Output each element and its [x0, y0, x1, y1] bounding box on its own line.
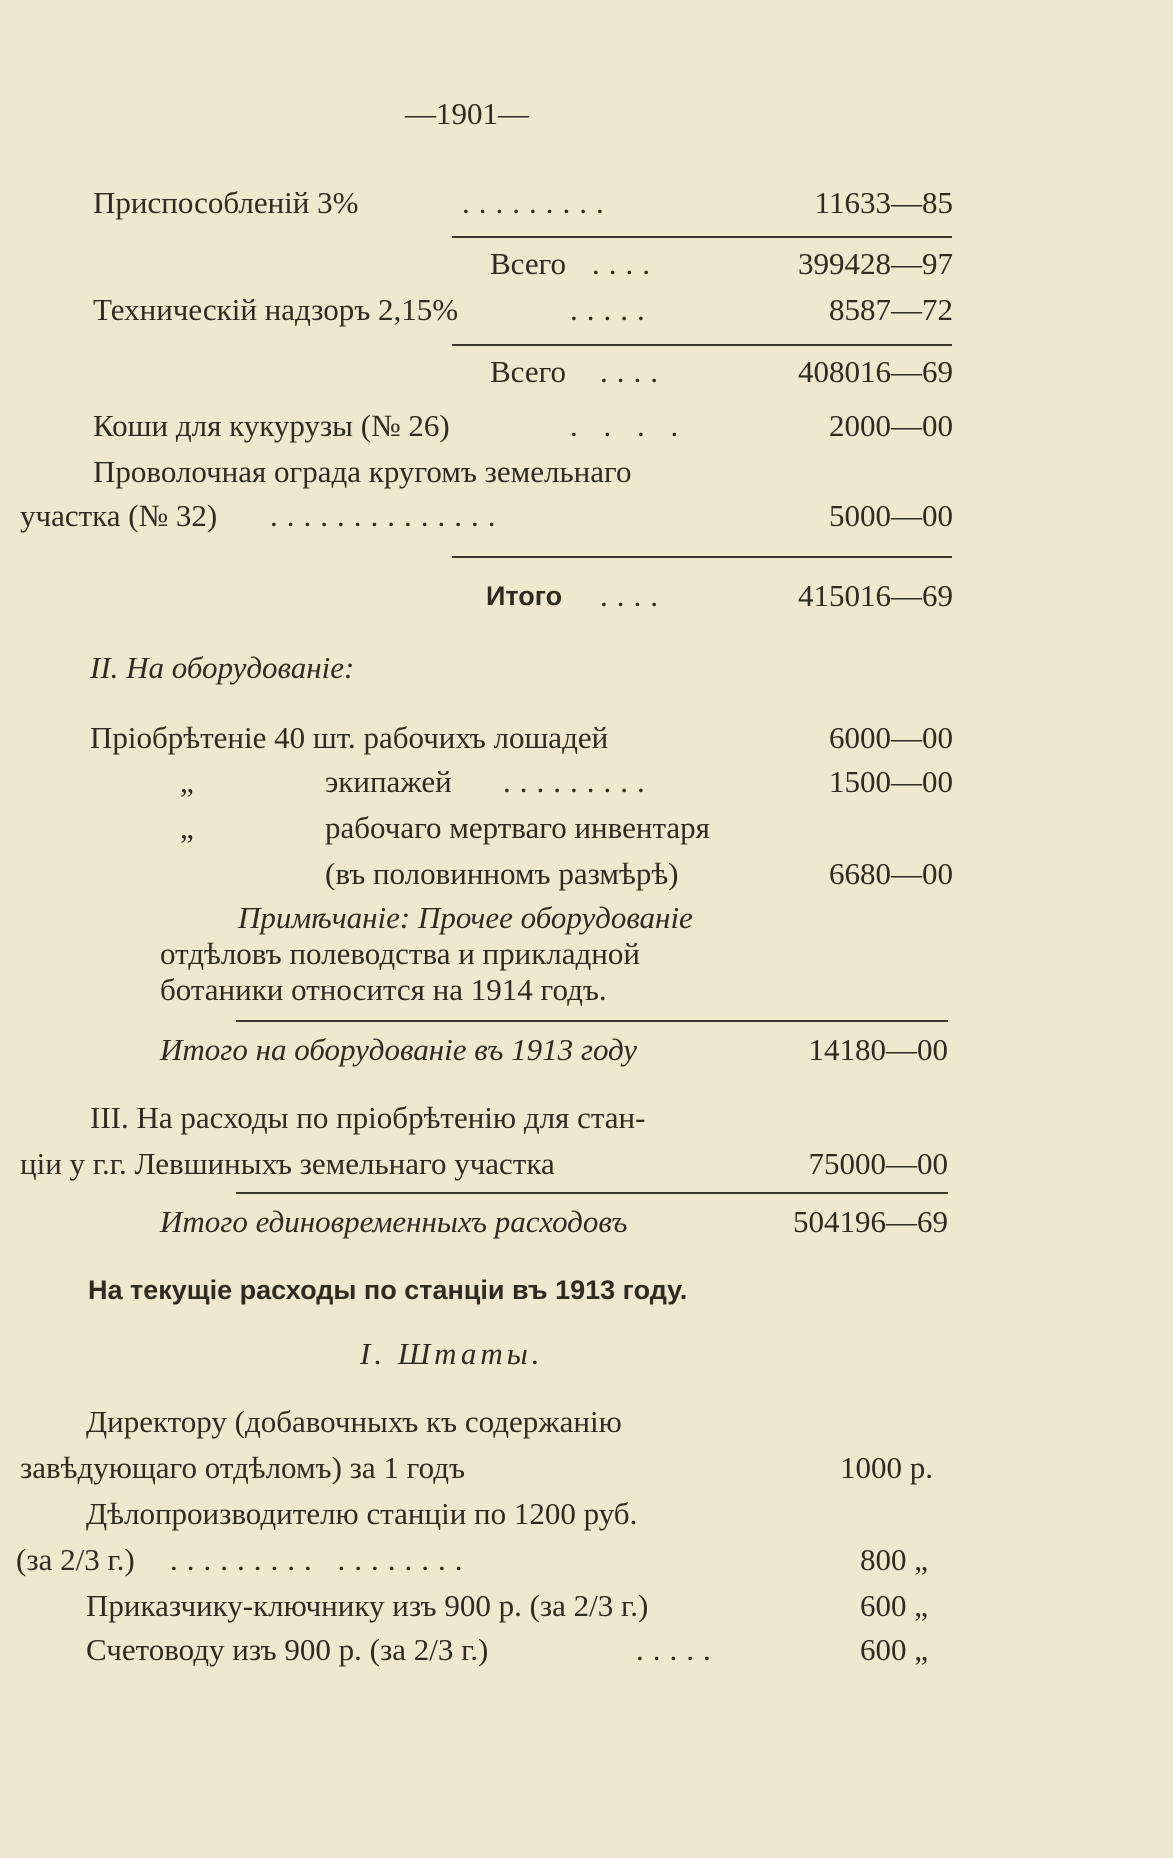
section-heading: На текущіе расходы по станціи въ 1913 году.: [88, 1275, 688, 1305]
row-label: Приспособленій 3%: [93, 185, 359, 220]
leader-dots: .....: [636, 1632, 720, 1667]
row-label: Директору (добавочныхъ къ содержанію: [86, 1404, 622, 1439]
total-value: 14180—00: [808, 1032, 948, 1067]
row-value: 6000—00: [829, 720, 953, 755]
sum-rule: [236, 1192, 948, 1194]
row-value: 1000 р.: [840, 1450, 933, 1485]
leader-dots: .....: [570, 292, 654, 327]
note-line: ботаники относится на 1914 годъ.: [160, 972, 607, 1007]
subtotal-value: 399428—97: [798, 246, 953, 281]
row-value: 1500—00: [829, 764, 953, 799]
grand-total-label: Итого единовременныхъ расходовъ: [160, 1204, 628, 1239]
row-label: Техническій надзоръ 2,15%: [93, 292, 459, 327]
page-number: —1901—: [405, 96, 529, 131]
row-label: Проволочная ограда кругомъ земельнаго: [93, 454, 632, 489]
row-label: Дѣлопроизводителю станціи по 1200 руб.: [86, 1496, 638, 1531]
row-value: 75000—00: [808, 1146, 948, 1181]
subsection-heading: I. Штаты.: [360, 1336, 544, 1371]
note-line: отдѣловъ полеводства и прикладной: [160, 936, 640, 971]
ditto-mark: „: [180, 764, 194, 799]
note-line: Примѣчаніе: Прочее оборудованіе: [238, 900, 693, 935]
leader-dots: .........: [462, 185, 613, 220]
row-value: 800 „: [859, 1542, 928, 1577]
subtotal-label: Всего: [490, 246, 567, 281]
row-label-cont: ціи у г.г. Левшиныхъ земельнаго участка: [20, 1146, 555, 1181]
subtotal-value: 408016—69: [798, 354, 953, 389]
row-label: Приказчику-ключнику изъ 900 р. (за 2/3 г.): [86, 1588, 649, 1623]
leader-dots: ....: [600, 354, 667, 389]
section-heading: II. На оборудованіе:: [90, 650, 355, 685]
row-value: 5000—00: [829, 498, 953, 533]
row-value: 11633—85: [814, 185, 953, 220]
total-value: 415016—69: [798, 578, 953, 613]
row-value: 2000—00: [829, 408, 953, 443]
subtotal-label: Всего: [490, 354, 567, 389]
leader-dots: ....: [592, 246, 659, 281]
row-label: Счетоводу изъ 900 р. (за 2/3 г.): [86, 1632, 489, 1667]
row-value: 6680—00: [829, 856, 953, 891]
row-value: 8587—72: [829, 292, 953, 327]
total-label: Итого на оборудованіе въ 1913 году: [160, 1032, 638, 1067]
ditto-mark: „: [180, 810, 194, 845]
sum-rule: [452, 556, 952, 558]
sum-rule: [452, 236, 952, 238]
sum-rule: [236, 1020, 948, 1022]
sum-rule: [452, 344, 952, 346]
row-value: 600 „: [859, 1632, 928, 1667]
leader-dots: ..............: [270, 498, 505, 533]
row-value: 600 „: [859, 1588, 928, 1623]
leader-dots: .........: [503, 764, 654, 799]
leader-dots: ......... ........: [170, 1542, 472, 1577]
leader-dots: . . . .: [570, 408, 688, 443]
leader-dots: ....: [600, 578, 667, 613]
row-label: Пріобрѣтеніе 40 шт. рабочихъ лошадей: [90, 720, 609, 755]
row-label: III. На расходы по пріобрѣтенію для стан-: [90, 1100, 646, 1135]
row-label-cont: завѣдующаго отдѣломъ) за 1 годъ: [20, 1450, 466, 1485]
row-label: рабочаго мертваго инвентаря: [325, 810, 710, 845]
row-label-cont: (въ половинномъ размѣрѣ): [325, 856, 679, 891]
row-label-cont: участка (№ 32): [20, 498, 218, 533]
total-label: Итого: [486, 581, 563, 611]
grand-total-value: 504196—69: [793, 1204, 948, 1239]
row-label-cont: (за 2/3 г.): [16, 1542, 135, 1577]
row-label: Коши для кукурузы (№ 26): [93, 408, 450, 443]
row-label: экипажей: [325, 764, 452, 799]
